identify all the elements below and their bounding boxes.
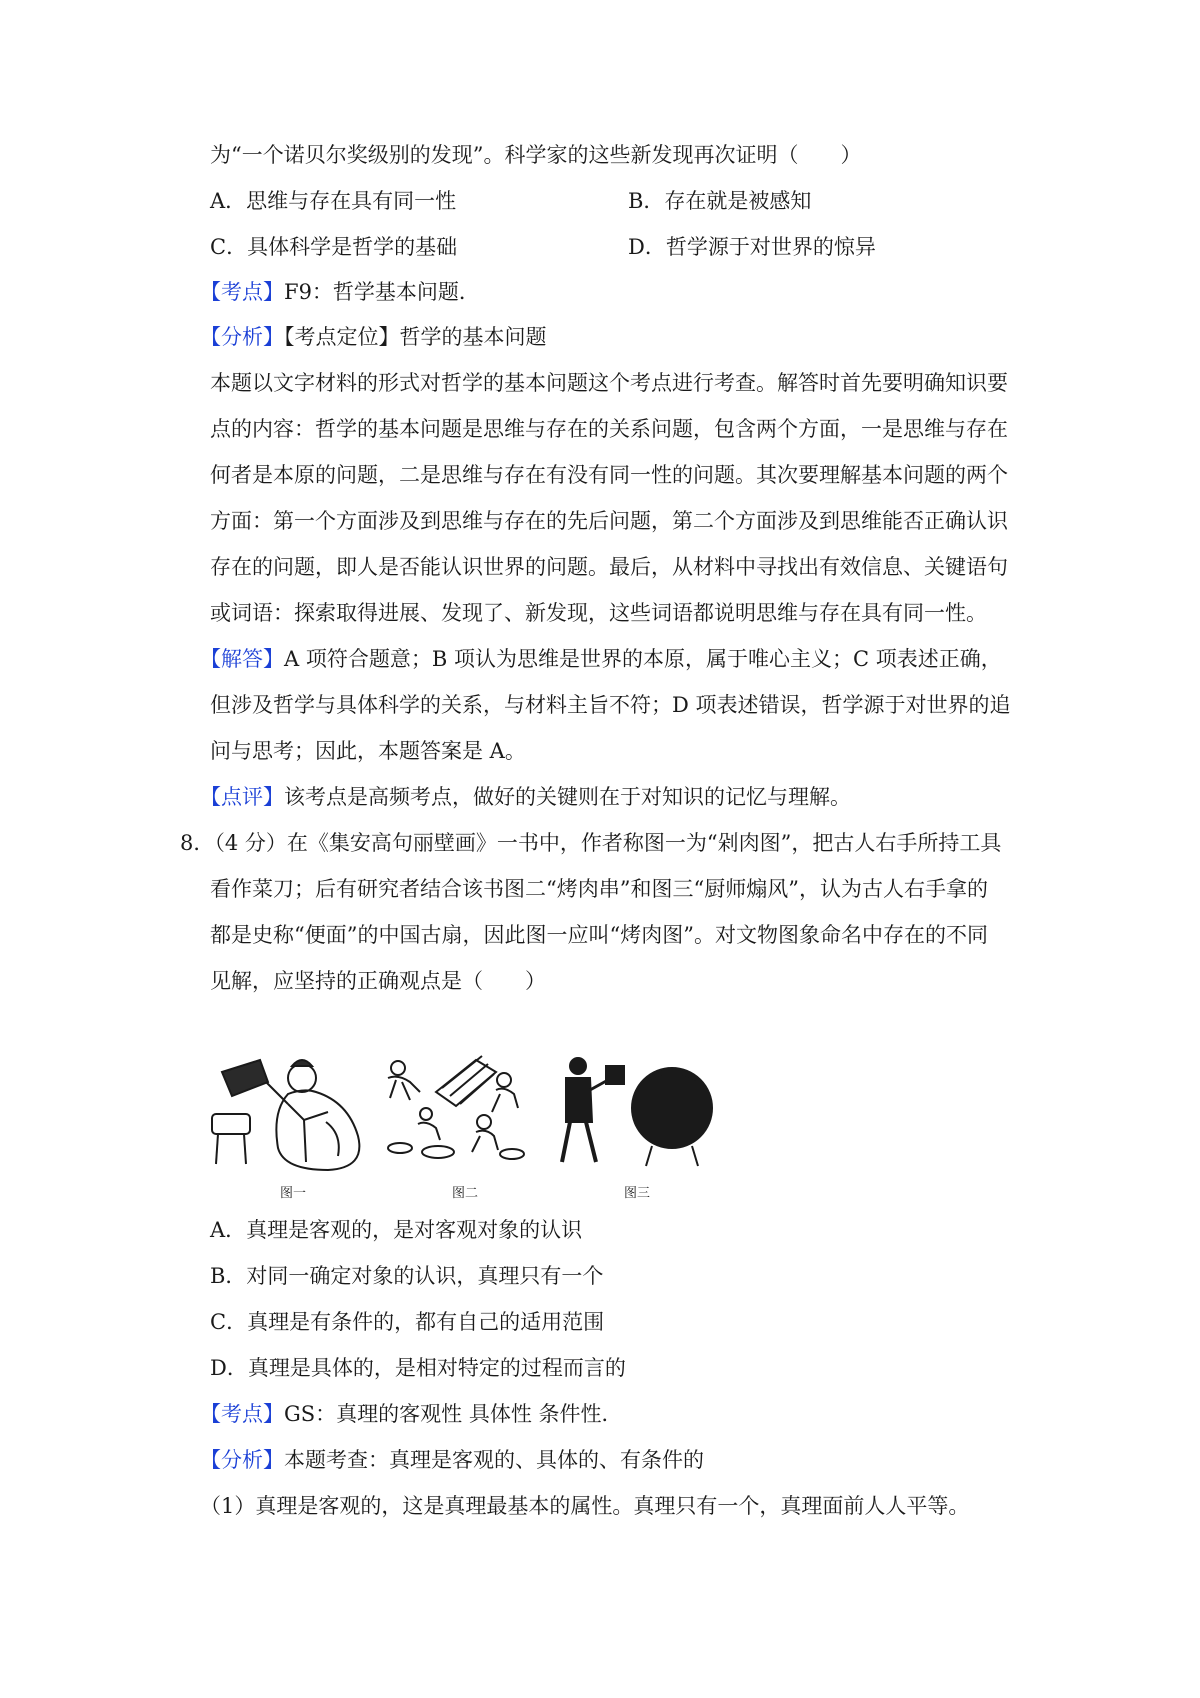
mural-figures — [208, 1052, 728, 1202]
fenxi-text: 本题考查：真理是客观的、具体的、有条件的 — [284, 1448, 704, 1472]
figure-three — [552, 1052, 722, 1202]
kaodian-tag: 【考点】 — [200, 1402, 284, 1426]
figure-three-caption: 图三 — [623, 1186, 650, 1201]
figure-two — [380, 1052, 550, 1202]
q8-stem-line: 见解，应坚持的正确观点是（ ） — [210, 969, 546, 993]
jieda-text: A 项符合题意；B 项认为思维是世界的本原，属于唯心主义；C 项表述正确， — [284, 647, 1002, 671]
kaodian-tag: 【考点】 — [200, 280, 284, 304]
figure-one — [208, 1052, 378, 1202]
fenxi-text: 【考点定位】哲学的基本问题 — [284, 325, 547, 349]
q8-fenxi — [200, 1445, 704, 1475]
fenxi-tag: 【分析】 — [200, 1448, 284, 1472]
figure-one-caption: 图一 — [279, 1186, 306, 1201]
q7-analysis-line: 存在的问题，即人是否能认识世界的问题。最后，从材料中寻找出有效信息、关键语句 — [210, 555, 1008, 579]
q7-option-d: D．哲学源于对世界的惊异 — [628, 235, 876, 259]
fenxi-tag: 【分析】 — [200, 325, 284, 349]
q7-option-c: C．具体科学是哲学的基础 — [210, 235, 458, 259]
q8-stem-line: 8．（4 分）在《集安高句丽壁画》一书中，作者称图一为“剁肉图”，把古人右手所持工具 — [180, 831, 1002, 855]
q8-point-1: （1）真理是客观的，这是真理最基本的属性。真理只有一个，真理面前人人平等。 — [200, 1494, 970, 1518]
q7-option-b: B．存在就是被感知 — [628, 189, 812, 213]
grilling-skewers-drawing — [380, 1052, 550, 1180]
q8-option-b: B．对同一确定对象的认识，真理只有一个 — [210, 1264, 604, 1288]
kaodian-text: F9：哲学基本问题． — [284, 280, 480, 304]
q7-jieda — [200, 644, 1002, 674]
figure-two-caption: 图二 — [451, 1186, 478, 1201]
q7-stem-continuation: 为“一个诺贝尔奖级别的发现”。科学家的这些新发现再次证明（ ） — [210, 143, 862, 167]
q7-option-a: A．思维与存在具有同一性 — [210, 189, 457, 213]
q8-option-d: D．真理是具体的，是相对特定的过程而言的 — [210, 1356, 626, 1380]
q8-stem-line: 都是史称“便面”的中国古扇，因此图一应叫“烤肉图”。对文物图象命名中存在的不同 — [210, 923, 988, 947]
q7-fenxi — [200, 322, 547, 352]
q7-analysis-line: 本题以文字材料的形式对哲学的基本问题这个考点进行考查。解答时首先要明确知识要 — [210, 371, 1008, 395]
q7-analysis-line: 方面：第一个方面涉及到思维与存在的先后问题，第二个方面涉及到思维能否正确认识 — [210, 509, 1008, 533]
q8-kaodian — [200, 1399, 623, 1429]
q7-jieda-line: 问与思考；因此，本题答案是 A。 — [210, 739, 526, 763]
q7-analysis-line: 或词语：探索取得进展、发现了、新发现，这些词语都说明思维与存在具有同一性。 — [210, 601, 987, 625]
q8-stem-line: 看作菜刀；后有研究者结合该书图二“烤肉串”和图三“厨师煽风”，认为古人右手拿的 — [210, 877, 988, 901]
q7-dianping — [200, 782, 851, 812]
dianping-text: 该考点是高频考点，做好的关键则在于对知识的记忆与理解。 — [284, 785, 851, 809]
dianping-tag: 【点评】 — [200, 785, 284, 809]
kaodian-text: GS：真理的客观性 具体性 条件性． — [284, 1402, 623, 1426]
chef-chopping-drawing — [208, 1052, 378, 1180]
q7-analysis-line: 何者是本原的问题，二是思维与存在有没有同一性的问题。其次要理解基本问题的两个 — [210, 463, 1008, 487]
q7-kaodian — [200, 277, 480, 307]
q8-option-c: C．真理是有条件的，都有自己的适用范围 — [210, 1310, 605, 1334]
q7-analysis-line: 点的内容：哲学的基本问题是思维与存在的关系问题，包含两个方面，一是思维与存在 — [210, 417, 1008, 441]
q7-jieda-line: 但涉及哲学与具体科学的关系，与材料主旨不符；D 项表述错误，哲学源于对世界的追 — [210, 693, 1011, 717]
q8-option-a: A．真理是客观的，是对客观对象的认识 — [210, 1218, 583, 1242]
jieda-tag: 【解答】 — [200, 647, 284, 671]
chef-fanning-drawing — [552, 1052, 722, 1180]
